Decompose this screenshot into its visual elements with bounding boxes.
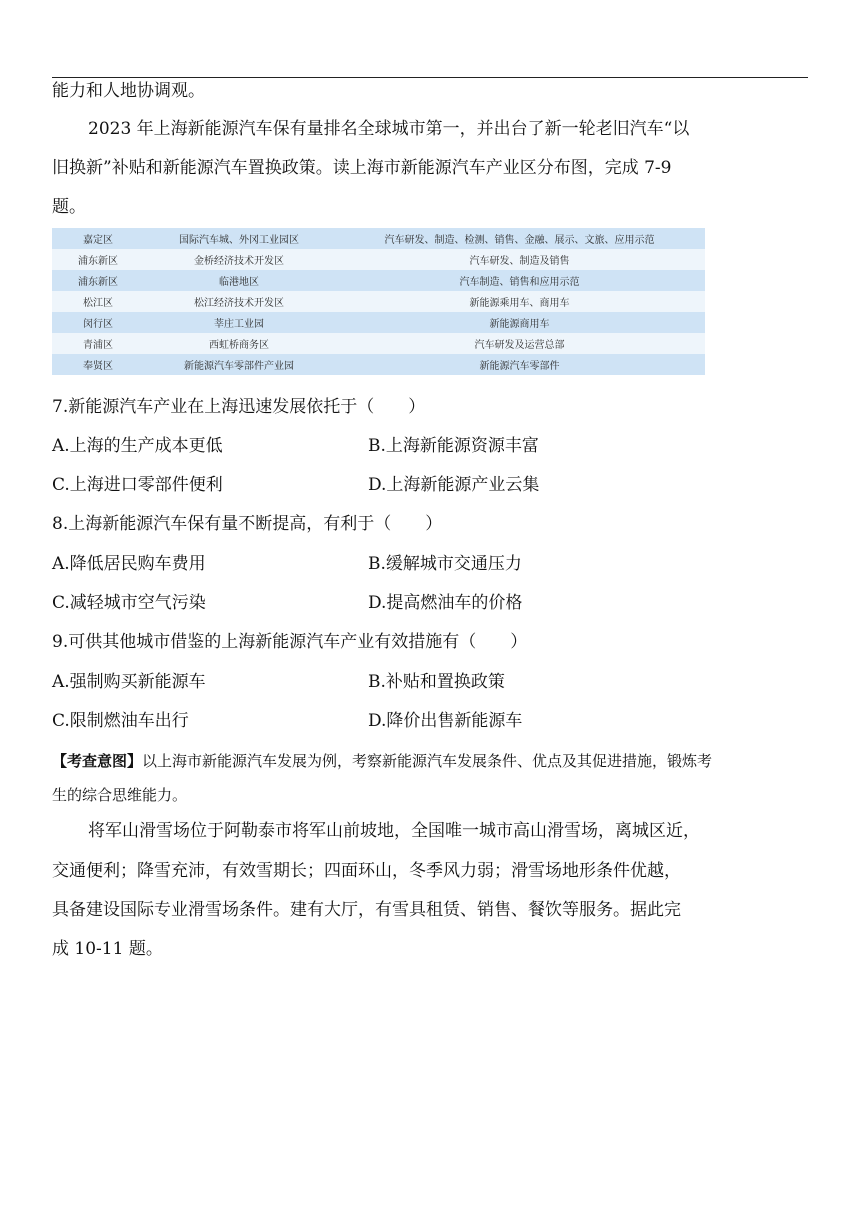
- zone-row: [52, 228, 705, 249]
- q9-stem: 9.可供其他城市借鉴的上海新能源汽车产业有效措施有（ ）: [52, 632, 528, 652]
- zone-table: [52, 228, 705, 375]
- intro-line: 能力和人地协调观。: [52, 81, 205, 101]
- passage2-line1: 将军山滑雪场位于阿勒泰市将军山前坡地，全国唯一城市高山滑雪场，离城区近，: [88, 821, 700, 841]
- intent-line1: [52, 750, 712, 772]
- header-rule: [52, 77, 808, 78]
- q9-option-b: B.补贴和置换政策: [368, 672, 505, 692]
- passage2-line2: 交通便利；降雪充沛，有效雪期长；四面环山，冬季风力弱；滑雪场地形条件优越，: [52, 861, 681, 881]
- zone-park: 国际汽车城、外冈工业园区: [144, 228, 334, 249]
- zone-function: 汽车研发、制造、检测、销售、金融、展示、文旅、应用示范: [334, 228, 705, 249]
- zone-row: [52, 333, 705, 354]
- q8-option-d: D.提高燃油车的价格: [368, 593, 523, 613]
- passage1-line3: 题。: [52, 197, 86, 217]
- intent-line2: 生的综合思维能力。: [52, 786, 188, 804]
- passage2-line4: 成 10-11 题。: [52, 939, 163, 959]
- zone-district: 浦东新区: [52, 270, 144, 291]
- zone-function: 汽车研发及运营总部: [334, 333, 705, 354]
- zone-function: 汽车研发、制造及销售: [334, 249, 705, 270]
- intent-label: 【考查意图】: [52, 752, 143, 770]
- intent-text: 以上海市新能源汽车发展为例，考察新能源汽车发展条件、优点及其促进措施，锻炼考: [142, 752, 713, 770]
- zone-function: 新能源商用车: [334, 312, 705, 333]
- q7-option-a: A.上海的生产成本更低: [52, 436, 223, 456]
- passage1-line1: 2023 年上海新能源汽车保有量排名全球城市第一，并出台了新一轮老旧汽车“以: [88, 119, 690, 139]
- q8-option-c: C.减轻城市空气污染: [52, 593, 206, 613]
- passage2-line3: 具备建设国际专业滑雪场条件。建有大厅，有雪具租赁、销售、餐饮等服务。据此完: [52, 900, 681, 920]
- zone-district: 闵行区: [52, 312, 144, 333]
- zone-function: 新能源乘用车、商用车: [334, 291, 705, 312]
- zone-district: 奉贤区: [52, 354, 144, 375]
- q9-option-a: A.强制购买新能源车: [52, 672, 206, 692]
- zone-row: [52, 312, 705, 333]
- zone-district: 松江区: [52, 291, 144, 312]
- zone-district: 嘉定区: [52, 228, 144, 249]
- q8-stem: 8.上海新能源汽车保有量不断提高，有利于（ ）: [52, 514, 443, 534]
- industry-zone-table: [52, 228, 705, 378]
- q8-option-b: B.缓解城市交通压力: [368, 554, 522, 574]
- q7-option-c: C.上海进口零部件便利: [52, 475, 223, 495]
- zone-function: 新能源汽车零部件: [334, 354, 705, 375]
- zone-park: 松江经济技术开发区: [144, 291, 334, 312]
- zone-row: [52, 249, 705, 270]
- zone-row: [52, 270, 705, 291]
- q7-stem: 7.新能源汽车产业在上海迅速发展依托于（ ）: [52, 397, 426, 417]
- zone-district: 青浦区: [52, 333, 144, 354]
- zone-park: 莘庄工业园: [144, 312, 334, 333]
- zone-park: 西虹桥商务区: [144, 333, 334, 354]
- q9-option-d: D.降价出售新能源车: [368, 711, 523, 731]
- zone-park: 临港地区: [144, 270, 334, 291]
- q8-option-a: A.降低居民购车费用: [52, 554, 206, 574]
- q7-option-d: D.上海新能源产业云集: [368, 475, 540, 495]
- zone-row: [52, 354, 705, 375]
- zone-park: 新能源汽车零部件产业园: [144, 354, 334, 375]
- passage1-line2: 旧换新”补贴和新能源汽车置换政策。读上海市新能源汽车产业区分布图，完成 7-9: [52, 158, 672, 178]
- zone-function: 汽车制造、销售和应用示范: [334, 270, 705, 291]
- zone-park: 金桥经济技术开发区: [144, 249, 334, 270]
- zone-district: 浦东新区: [52, 249, 144, 270]
- zone-row: [52, 291, 705, 312]
- q9-option-c: C.限制燃油车出行: [52, 711, 189, 731]
- q7-option-b: B.上海新能源资源丰富: [368, 436, 539, 456]
